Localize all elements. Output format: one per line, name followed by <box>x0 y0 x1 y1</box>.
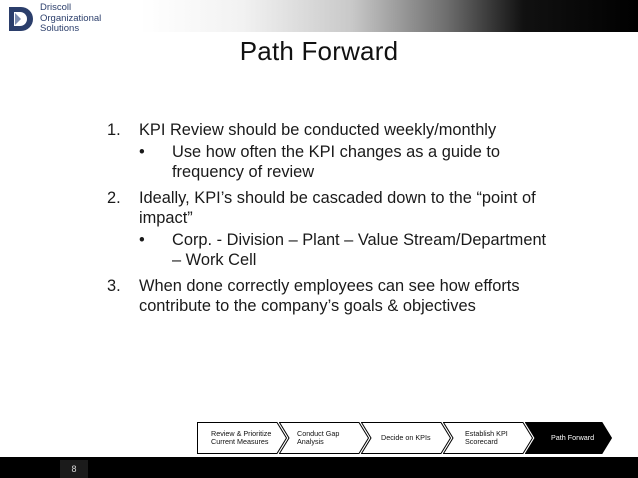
item-number: 2. <box>107 189 121 207</box>
process-step-scorecard <box>443 422 533 454</box>
process-step-review <box>197 422 287 454</box>
slide-body <box>107 120 547 322</box>
process-step-label: Review & Prioritize Current Measures <box>211 429 272 446</box>
item-text: When done correctly employees can see how efforts contribute to the company’s goals & objectives <box>139 277 520 315</box>
logo-line: Organizational <box>40 12 102 24</box>
item-text: Ideally, KPI’s should be cascaded down to the “point of impact” <box>139 189 536 227</box>
bullet-glyph: • <box>139 143 145 161</box>
process-step-label: Path Forward <box>551 433 595 442</box>
process-step-label: Decide on KPIs <box>381 433 431 442</box>
page-number: 8 <box>60 460 88 478</box>
logo-line: Driscoll <box>40 2 72 13</box>
logo-wordmark <box>40 3 101 35</box>
item-number: 3. <box>107 277 121 295</box>
item-number: 1. <box>107 121 121 139</box>
sub-bullet <box>139 142 547 182</box>
logo-line: Solutions <box>40 23 80 34</box>
numbered-item <box>107 276 547 316</box>
sub-bullet <box>139 230 547 270</box>
company-logo <box>6 3 101 35</box>
bullet-glyph: • <box>139 231 145 249</box>
sub-bullet-text: Use how often the KPI changes as a guide to frequency of review <box>172 143 501 181</box>
process-step-gap-analysis <box>279 422 369 454</box>
process-flow <box>197 422 612 454</box>
numbered-item <box>107 120 547 182</box>
logo-icon <box>6 4 36 34</box>
footer-bar <box>0 457 638 478</box>
process-step-path-forward <box>525 422 612 454</box>
item-text: KPI Review should be conducted weekly/monthly <box>139 121 497 139</box>
process-step-label: Conduct Gap Analysis <box>297 429 340 446</box>
sub-bullet-text: Corp. - Division – Plant – Value Stream/Department – Work Cell <box>172 231 547 269</box>
numbered-item <box>107 188 547 270</box>
process-step-decide-kpis <box>361 422 451 454</box>
process-step-label: Establish KPI Scorecard <box>465 429 508 446</box>
slide-title: Path Forward <box>239 36 399 66</box>
